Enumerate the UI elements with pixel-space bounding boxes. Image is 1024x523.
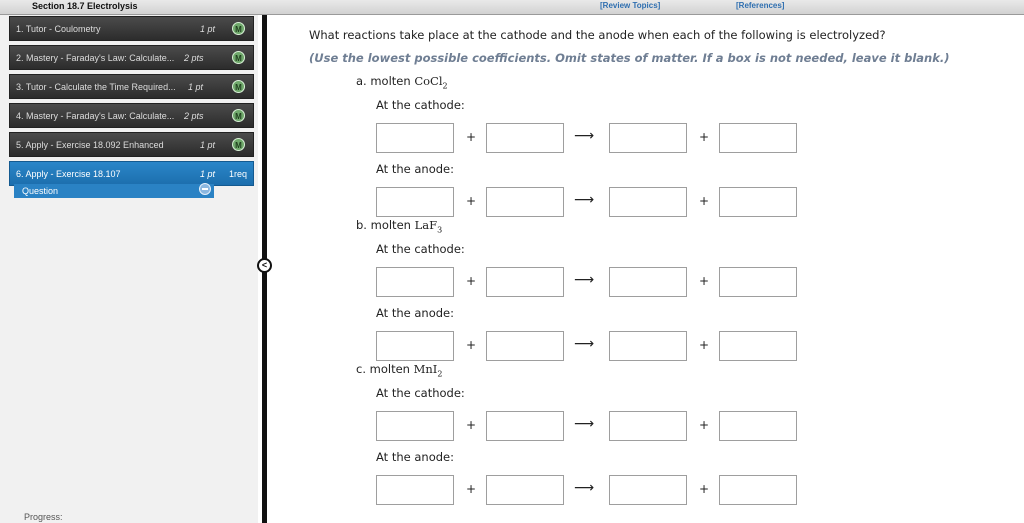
formula-mni2 (413, 362, 443, 379)
part-letter: b. (356, 218, 367, 232)
part-b-cathode-product-2[interactable] (719, 267, 797, 297)
formula-laf3 (414, 218, 443, 235)
plus-sign: + (466, 418, 477, 432)
formula-subscript: 2 (437, 369, 443, 379)
part-b-anode-reactant-1[interactable] (376, 331, 454, 361)
sidebar-item-points: 1 pt (200, 140, 216, 150)
sidebar-item-points: 1 pt (200, 24, 216, 34)
formula-base: CoCl (414, 74, 443, 88)
sidebar-item-label: 5. Apply - Exercise 18.092 Enhanced (16, 140, 164, 150)
part-c-cathode-product-2[interactable] (719, 411, 797, 441)
collapse-sidebar-icon[interactable]: < (257, 258, 272, 273)
part-c-cathode-reactant-2[interactable] (486, 411, 564, 441)
reaction-arrow-icon: ⟶ (574, 336, 595, 352)
sidebar-item-points: 1 pt (200, 169, 216, 179)
part-a-anode-reactant-1[interactable] (376, 187, 454, 217)
sidebar (0, 15, 258, 523)
part-a-cathode-product-2[interactable] (719, 123, 797, 153)
sidebar-item-label: 4. Mastery - Faraday's Law: Calculate... (16, 111, 175, 121)
references-link[interactable]: [References] (736, 1, 785, 10)
plus-sign: + (699, 482, 710, 496)
mastery-badge-icon: M (232, 138, 245, 151)
part-b-cathode-reactant-2[interactable] (486, 267, 564, 297)
part-a-cathode-reactant-1[interactable] (376, 123, 454, 153)
sidebar-item-label: 1. Tutor - Coulometry (16, 24, 101, 34)
plus-sign: + (466, 338, 477, 352)
section-title: Section 18.7 Electrolysis (32, 1, 138, 11)
plus-sign: + (699, 418, 710, 432)
plus-sign: + (699, 274, 710, 288)
sidebar-item-label: 2. Mastery - Faraday's Law: Calculate... (16, 53, 175, 63)
part-b-cathode-reactant-1[interactable] (376, 267, 454, 297)
instructions-text: (Use the lowest possible coefficients. Omit states of matter. If a box is not needed, leave it blank.) (309, 51, 950, 65)
plus-sign: + (466, 482, 477, 496)
part-c-cathode-reactant-1[interactable] (376, 411, 454, 441)
reaction-arrow-icon: ⟶ (574, 128, 595, 144)
part-c-anode-label: At the anode: (376, 450, 454, 464)
part-a-cathode-product-1[interactable] (609, 123, 687, 153)
part-c-label (356, 362, 442, 378)
part-c-anode-reactant-1[interactable] (376, 475, 454, 505)
part-prefix: molten (369, 362, 410, 376)
part-a-cathode-label: At the cathode: (376, 98, 465, 112)
part-letter: c. (356, 362, 366, 376)
part-prefix: molten (370, 218, 411, 232)
reaction-arrow-icon: ⟶ (574, 192, 595, 208)
part-a-anode-reactant-2[interactable] (486, 187, 564, 217)
reaction-arrow-icon: ⟶ (574, 480, 595, 496)
sidebar-item-3[interactable] (9, 74, 254, 99)
formula-base: LaF (414, 218, 438, 232)
review-topics-link[interactable]: [Review Topics] (600, 1, 661, 10)
part-b-cathode-product-1[interactable] (609, 267, 687, 297)
mastery-badge-icon: M (232, 109, 245, 122)
formula-subscript: 3 (437, 225, 443, 235)
question-text: What reactions take place at the cathode and the anode when each of the following is electrolyzed? (309, 28, 886, 42)
plus-sign: + (699, 130, 710, 144)
sidebar-item-6[interactable] (9, 161, 254, 186)
progress-label: Progress: (24, 512, 63, 522)
part-a-anode-product-1[interactable] (609, 187, 687, 217)
plus-sign: + (466, 274, 477, 288)
part-b-label (356, 218, 442, 234)
part-a-cathode-reactant-2[interactable] (486, 123, 564, 153)
plus-sign: + (699, 194, 710, 208)
plus-sign: + (466, 194, 477, 208)
part-a-anode-label: At the anode: (376, 162, 454, 176)
reaction-arrow-icon: ⟶ (574, 416, 595, 432)
part-letter: a. (356, 74, 367, 88)
top-bar (0, 0, 1024, 15)
part-b-anode-product-2[interactable] (719, 331, 797, 361)
plus-sign: + (466, 130, 477, 144)
sidebar-item-4[interactable] (9, 103, 254, 128)
mastery-badge-icon: M (232, 80, 245, 93)
part-c-cathode-product-1[interactable] (609, 411, 687, 441)
sidebar-item-label: 6. Apply - Exercise 18.107 (16, 169, 121, 179)
part-c-anode-product-2[interactable] (719, 475, 797, 505)
reaction-arrow-icon: ⟶ (574, 272, 595, 288)
part-b-anode-reactant-2[interactable] (486, 331, 564, 361)
part-prefix: molten (370, 74, 411, 88)
mastery-badge-icon: M (232, 51, 245, 64)
formula-base: MnI (413, 362, 438, 376)
required-count: 1req (229, 169, 248, 179)
sidebar-item-points: 2 pts (184, 53, 204, 63)
part-c-anode-reactant-2[interactable] (486, 475, 564, 505)
minus-circle-icon[interactable] (199, 183, 211, 195)
part-b-anode-label: At the anode: (376, 306, 454, 320)
part-b-anode-product-1[interactable] (609, 331, 687, 361)
part-b-cathode-label: At the cathode: (376, 242, 465, 256)
sidebar-item-points: 2 pts (184, 111, 204, 121)
plus-sign: + (699, 338, 710, 352)
sidebar-item-2[interactable] (9, 45, 254, 70)
mastery-badge-icon: M (232, 22, 245, 35)
sidebar-item-1[interactable] (9, 16, 254, 41)
part-c-cathode-label: At the cathode: (376, 386, 465, 400)
formula-cocl2 (414, 74, 448, 91)
sidebar-subitem-question[interactable]: Question (14, 184, 214, 198)
sidebar-item-points: 1 pt (188, 82, 204, 92)
sidebar-item-5[interactable] (9, 132, 254, 157)
sidebar-item-label: 3. Tutor - Calculate the Time Required... (16, 82, 176, 92)
formula-subscript: 2 (442, 81, 448, 91)
part-a-anode-product-2[interactable] (719, 187, 797, 217)
part-c-anode-product-1[interactable] (609, 475, 687, 505)
part-a-label (356, 74, 448, 90)
